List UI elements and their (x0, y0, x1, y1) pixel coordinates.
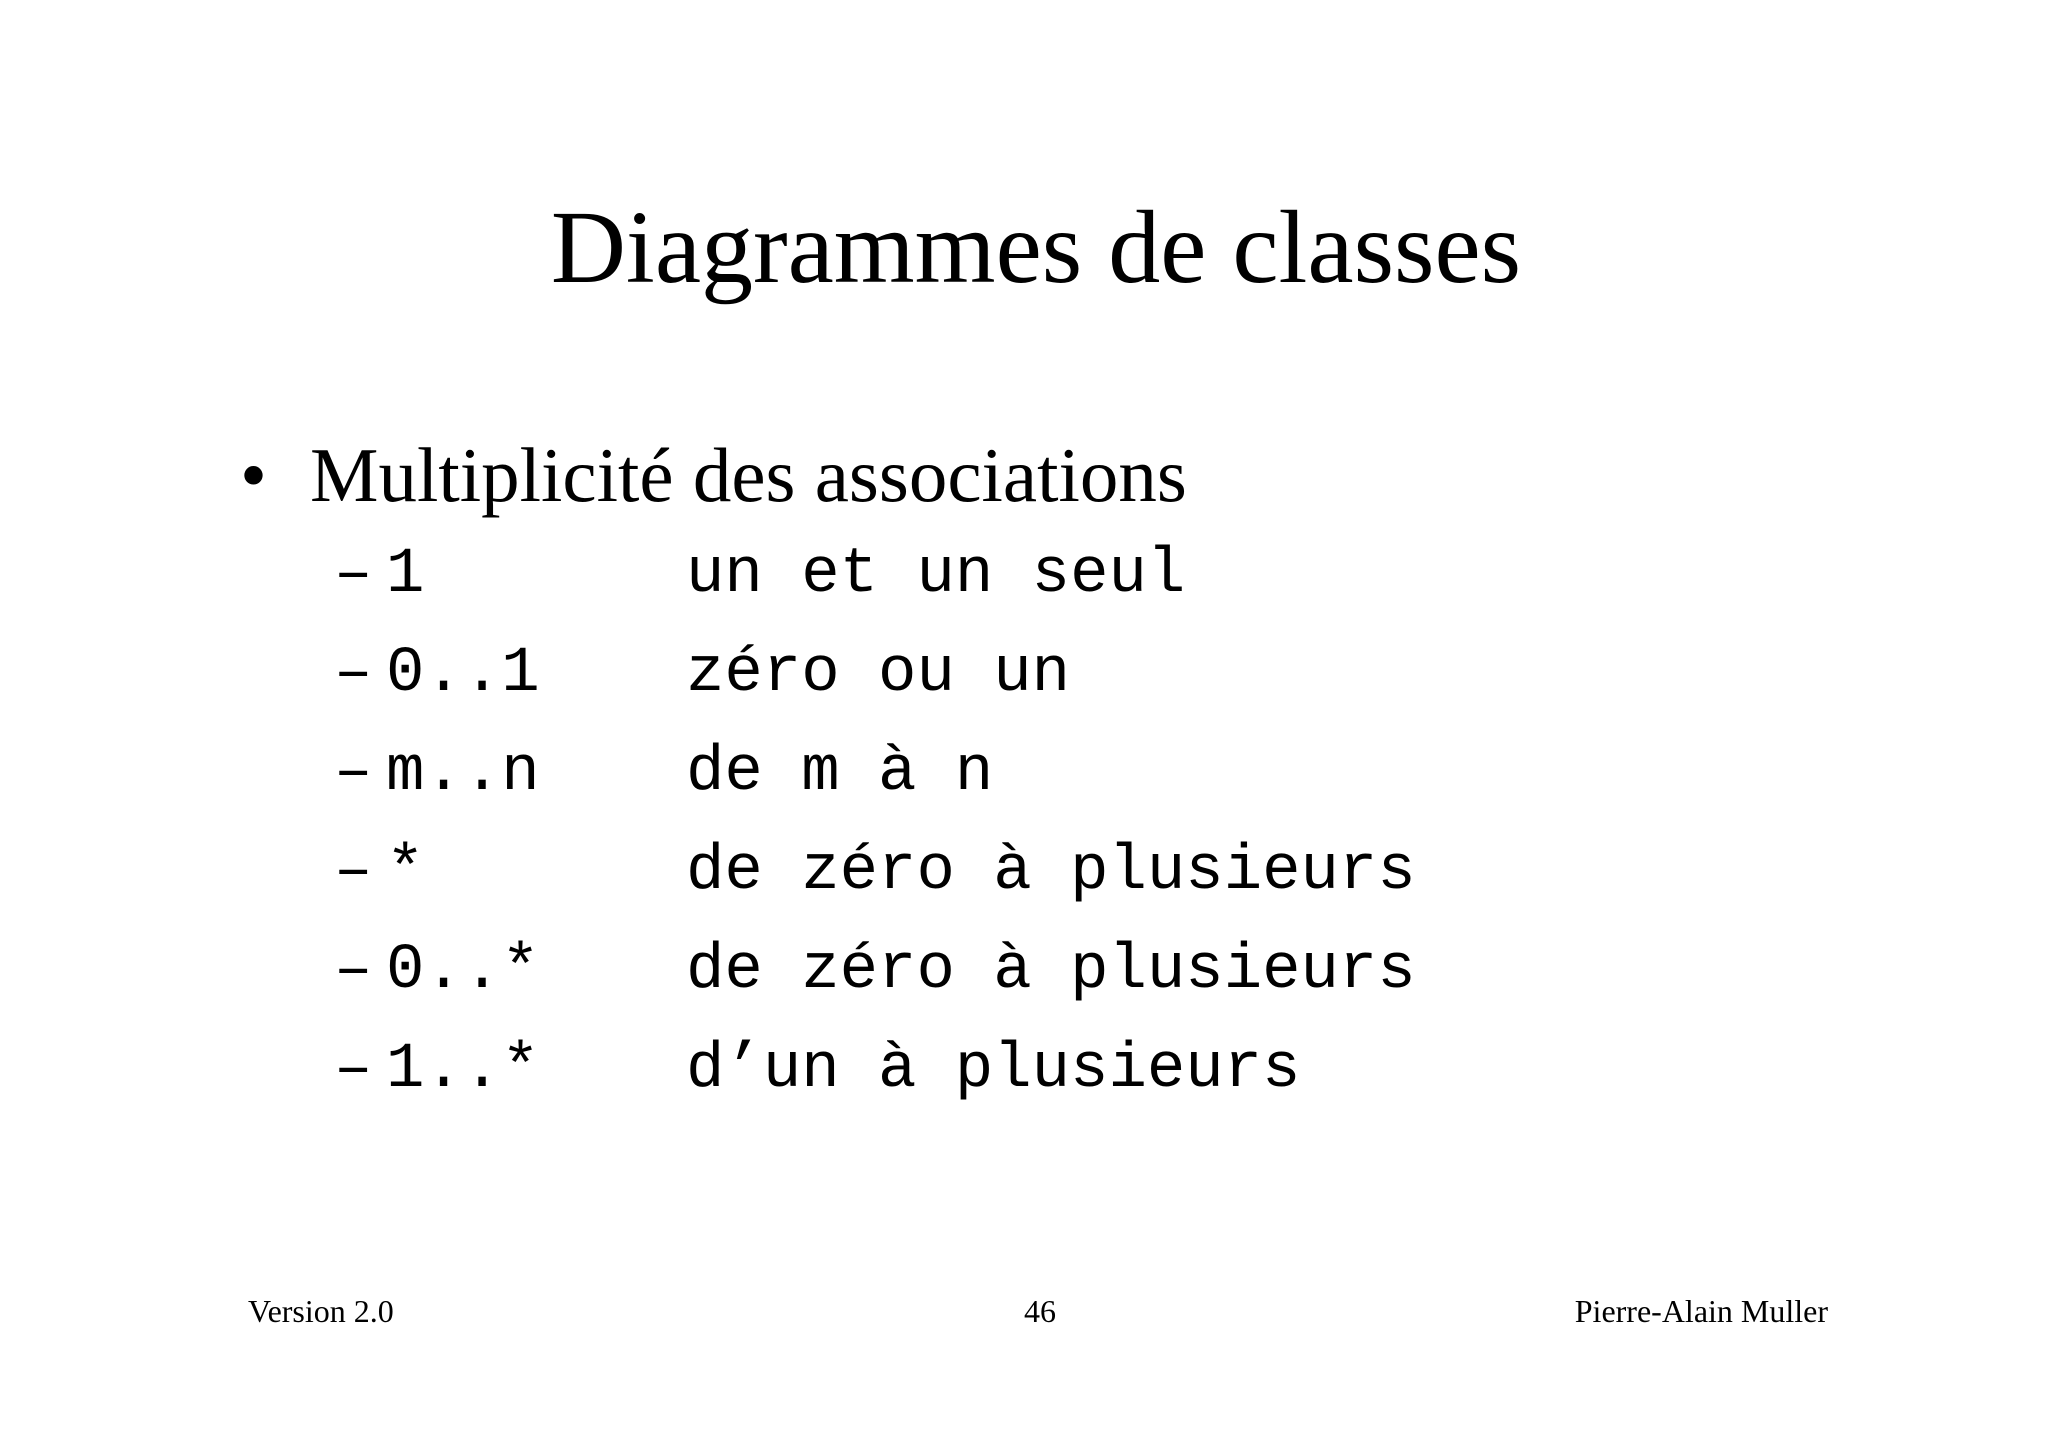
dash-icon: – (334, 737, 373, 809)
multiplicity-value: 1..* (386, 1034, 540, 1106)
slide-title: Diagrammes de classes (550, 190, 1522, 305)
dash-icon: – (334, 638, 373, 710)
bullet-item (240, 430, 1187, 520)
bullet-icon: • (240, 432, 267, 518)
multiplicity-value: 0..* (386, 935, 540, 1007)
multiplicity-value: 1 (386, 539, 425, 611)
bullet-text: Multiplicité des associations (310, 432, 1187, 518)
multiplicity-value: m..n (386, 737, 540, 809)
multiplicity-value: 0..1 (386, 638, 540, 710)
multiplicity-meaning: un et un seul (686, 539, 1186, 611)
footer-version: Version 2.0 (248, 1293, 394, 1329)
dash-icon: – (334, 1034, 373, 1106)
multiplicity-meaning: de zéro à plusieurs (686, 836, 1416, 908)
multiplicity-meaning: de zéro à plusieurs (686, 935, 1416, 1007)
footer-author: Pierre-Alain Muller (1574, 1293, 1828, 1329)
dash-icon: – (334, 836, 373, 908)
multiplicity-meaning: zéro ou un (686, 638, 1071, 710)
footer-page-number: 46 (1024, 1293, 1056, 1329)
multiplicity-meaning: d’un à plusieurs (686, 1034, 1301, 1106)
dash-icon: – (334, 539, 373, 611)
multiplicity-meaning: de m à n (686, 737, 994, 809)
multiplicity-value: * (386, 836, 425, 908)
dash-icon: – (334, 935, 373, 1007)
